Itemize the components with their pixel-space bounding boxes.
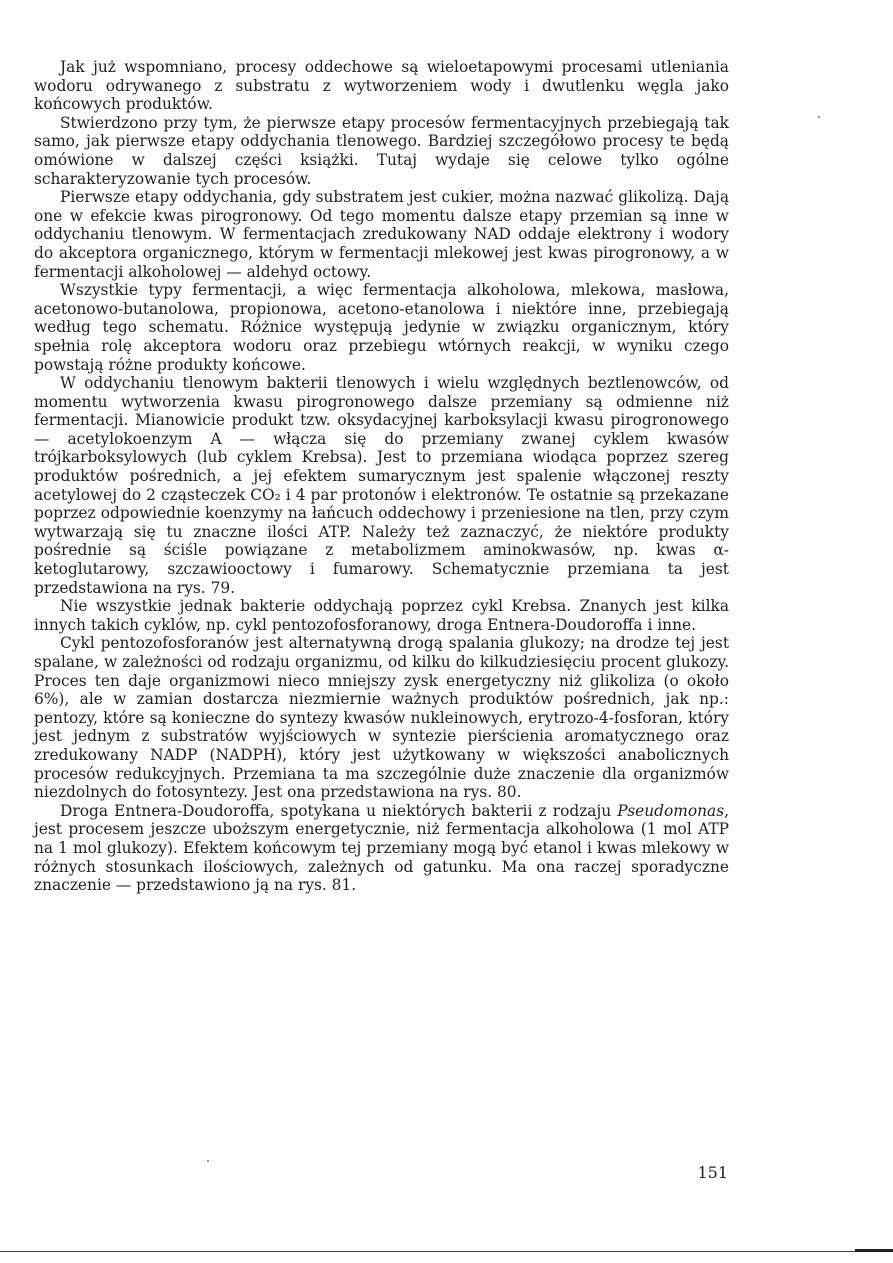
paragraph-6: Nie wszystkie jednak bakterie oddychają poprzez cykl Krebsa. Znanych jest kilka innych takich cyklów, np. cykl pentozofosforanowy, droga Entnera-Doudoroffa i inne. — [34, 597, 729, 634]
scan-speck — [207, 1160, 209, 1162]
page-bottom-edge-mark — [855, 1249, 893, 1252]
text-body — [34, 58, 729, 895]
paragraph-1: Jak już wspomniano, procesy oddechowe są wieloetapowymi procesami utleniania wodoru odrywanego z substratu z wytworzeniem wody i dwutlenku węgla jako końcowych produktów. — [34, 58, 729, 114]
paragraph-3: Pierwsze etapy oddychania, gdy substratem jest cukier, można nazwać glikolizą. Dają one w efekcie kwas pirogronowy. Od tego momentu dalsze etapy przemian są inne w oddychaniu tlenowym. W fermentacjach zredukowany NAD oddaje elektrony i wodory do akceptora organicznego, którym w fermentacji mlekowej jest kwas pirogronowy, a w fermentacji alkoholowej — aldehyd octowy. — [34, 188, 729, 281]
paragraph-5: W oddychaniu tlenowym bakterii tlenowych i wielu względnych beztlenowców, od momentu wytworzenia kwasu pirogronowego dalsze przemiany są odmienne niż fermentacji. Mianowicie produkt tzw. oksydacyjnej karboksylacji kwasu pirogronowego — acetylokoenzym A — włącza się do przemiany zwanej cyklem kwasów trójkarboksylowych (lub cyklem Krebsa). Jest to przemiana wiodąca poprzez szereg produktów pośrednich, a jej efektem sumarycznym jest spalenie włączonej reszty acetylowej do 2 cząsteczek CO₂ i 4 par protonów i elektronów. Te ostatnie są przekazane poprzez odpowiednie koenzymy na łańcuch oddechowy i przeniesione na tlen, przy czym wytwarzają się tu znaczne ilości ATP. Należy też zaznaczyć, że niektóre produkty pośrednie są ściśle powiązane z metabolizmem aminokwasów, np. kwas α-ketoglutarowy, szczawiooctowy i fumarowy. Schematycznie przemiana ta jest przedstawiona na rys. 79. — [34, 374, 729, 597]
genus-name-italic: Pseudomonas — [617, 801, 725, 820]
scan-speck — [818, 116, 820, 118]
paragraph-2: Stwierdzono przy tym, że pierwsze etapy procesów fermentacyjnych przebiegają tak samo, jak pierwsze etapy oddychania tlenowego. Bardziej szczegółowo procesy te będą omówione w dalszej części książki. Tutaj wydaje się celowe tylko ogólne scharakteryzowanie tych procesów. — [34, 113, 729, 188]
paragraph-4: Wszystkie typy fermentacji, a więc fermentacja alkoholowa, mlekowa, masłowa, acetonowo-butanolowa, propionowa, acetono-etanolowa i niektóre inne, przebiegają według tego schematu. Różnice występują jedynie w związku organicznym, który spełnia rolę akceptora wodoru oraz przebiegu wtórnych reakcji, w wyniku czego powstają różne produkty końcowe. — [34, 281, 729, 374]
paragraph-8 — [34, 802, 729, 895]
page-number: 151 — [697, 1163, 728, 1182]
paragraph-7: Cykl pentozofosforanów jest alternatywną drogą spalania glukozy; na drodze tej jest spalane, w zależności od rodzaju organizmu, od kilku do kilkudziesięciu procent glukozy. Proces ten daje organizmowi nieco mniejszy zysk energetyczny niż glikoliza (o około 6%), ale w zamian dostarcza niezmiernie ważnych produktów pośrednich, jak np.: pentozy, które są konieczne do syntezy kwasów nukleinowych, erytrozo-4-fosforan, który jest jednym z substratów wyjściowych w syntezie pierścienia aromatycznego oraz zredukowany NADP (NADPH), który jest użytkowany w większości anabolicznych procesów redukcyjnych. Przemiana ta ma szczególnie duże znaczenie dla organizmów niezdolnych do fotosyntezy. Jest ona przedstawiona na rys. 80. — [34, 634, 729, 802]
paragraph-8-lead: Droga Entnera-Doudoroffa, spotykana u niektórych bakterii z rodzaju — [60, 801, 618, 820]
page-bottom-edge — [0, 1251, 893, 1252]
paragraph-8-rest: , jest procesem jeszcze uboższym energetycznie, niż fermentacja alkoholowa (1 mol ATP na 1 mol glukozy). Efektem końcowym tej przemiany mogą być etanol i kwas mlekowy w różnych stosunkach ilościowych, zależnych od gatunku. Ma ona raczej sporadyczne znaczenie — przedstawiono ją na rys. 81. — [34, 801, 729, 895]
